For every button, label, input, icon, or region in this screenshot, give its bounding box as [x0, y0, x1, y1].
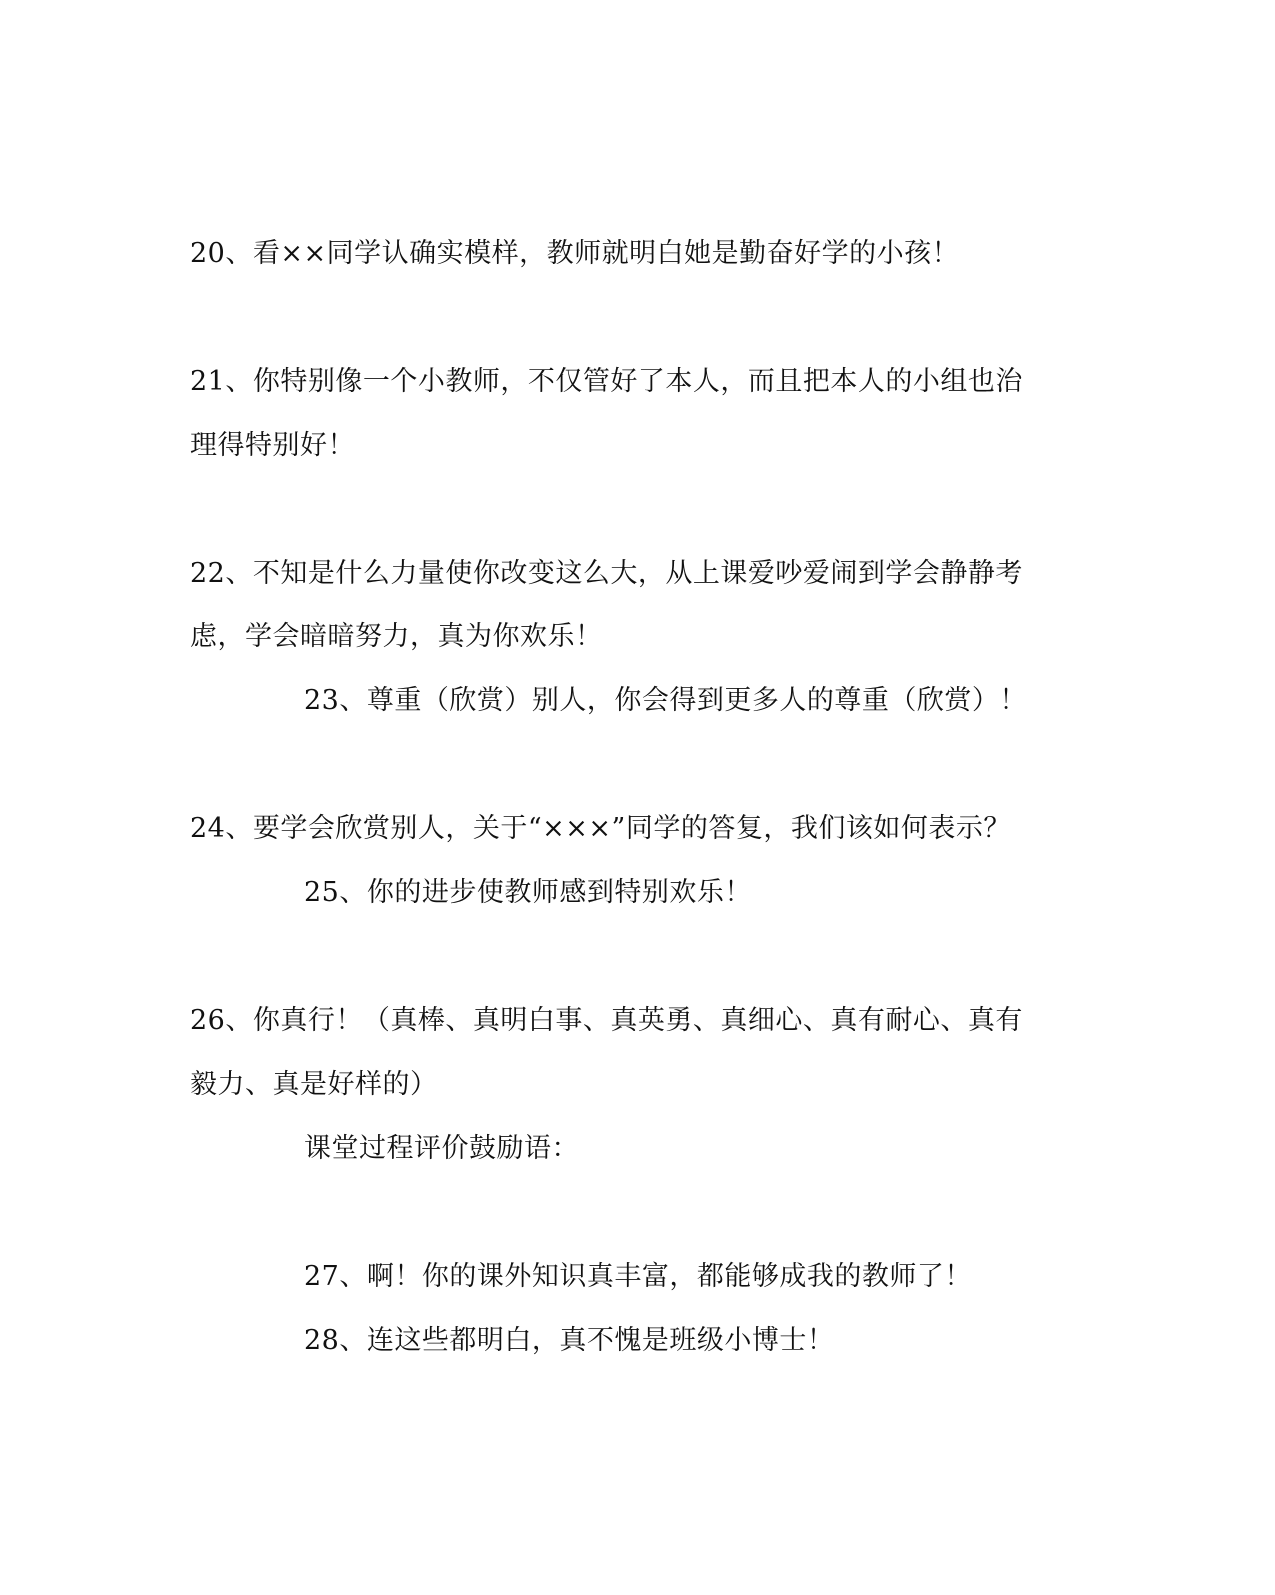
- paragraph-line: 27、啊！你的课外知识真丰富，都能够成我的教师了！: [304, 1261, 972, 1292]
- paragraph-line: 理得特别好！: [190, 430, 355, 461]
- paragraph-line: 毅力、真是好样的）: [190, 1069, 438, 1100]
- paragraph-line: 28、连这些都明白，真不愧是班级小博士！: [304, 1325, 835, 1356]
- paragraph-line: 20、看××同学认确实模样，教师就明白她是勤奋好学的小孩！: [190, 238, 960, 269]
- section-heading: 课堂过程评价鼓励语：: [304, 1133, 579, 1164]
- paragraph-line: 虑，学会暗暗努力，真为你欢乐！: [190, 621, 603, 652]
- paragraph-line: 24、要学会欣赏别人，关于“×××”同学的答复，我们该如何表示？: [190, 813, 1011, 844]
- paragraph-line: 22、不知是什么力量使你改变这么大，从上课爱吵爱闹到学会静静考: [190, 558, 1023, 589]
- paragraph-line: 21、你特别像一个小教师，不仅管好了本人，而且把本人的小组也治: [190, 366, 1023, 397]
- paragraph-line: 23、尊重（欣赏）别人，你会得到更多人的尊重（欣赏）！: [304, 685, 1027, 716]
- paragraph-line: 26、你真行！（真棒、真明白事、真英勇、真细心、真有耐心、真有: [190, 1005, 1023, 1036]
- paragraph-line: 25、你的进步使教师感到特别欢乐！: [304, 877, 752, 908]
